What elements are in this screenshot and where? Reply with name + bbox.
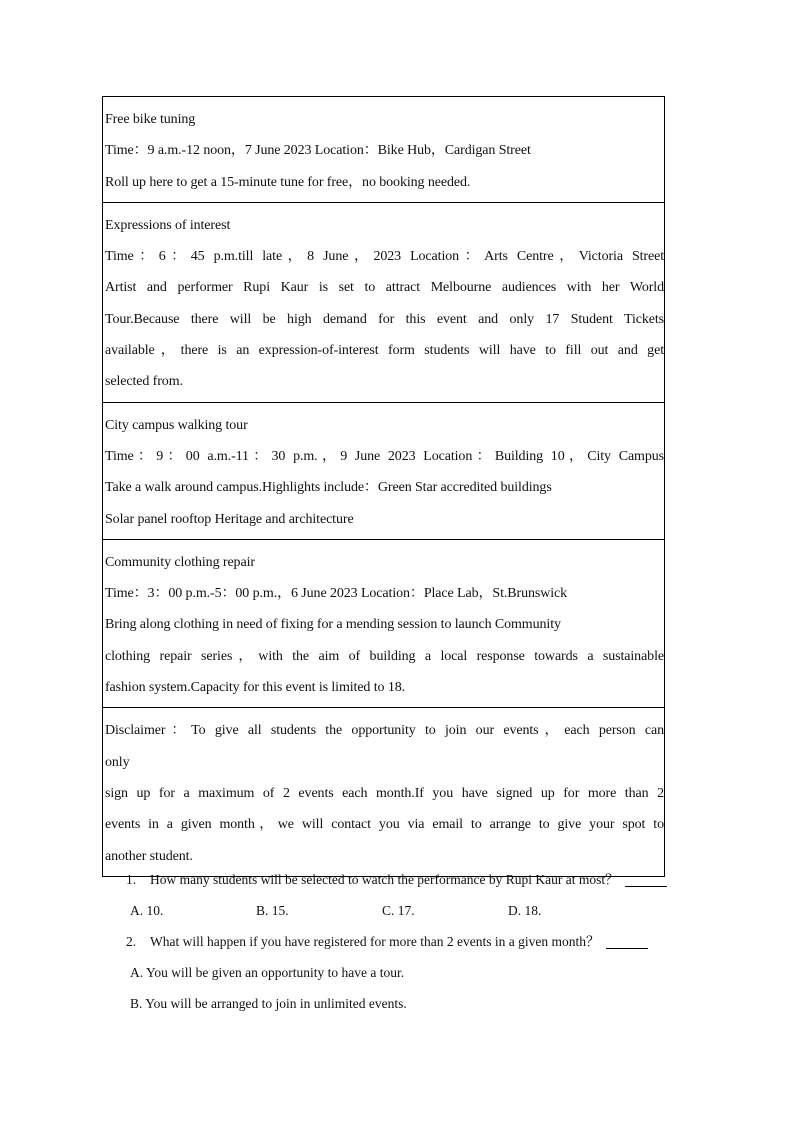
event-community-clothing-repair [103,540,664,708]
event-description: Artist and performer Rupi Kaur is set to attract Melbourne audiences with her World [105,280,664,296]
question-2 [126,926,686,957]
question-2-option-b [126,988,686,1019]
disclaimer-text: only [105,754,130,770]
question-1-options [126,895,686,926]
disclaimer-text: sign up for a maximum of 2 events each month.If you have signed up for more than 2 [105,785,664,801]
questions-section [126,864,686,1019]
event-description: available，there is an expression-of-interest form students will have to fill out and get [105,343,664,359]
option-b[interactable]: B. 15. [256,903,289,918]
option-a[interactable]: A. You will be given an opportunity to have a tour. [130,965,405,980]
option-b[interactable]: B. You will be arranged to join in unlimited events. [130,996,407,1011]
question-number: 2. [126,934,137,949]
event-city-campus-walking-tour [103,403,664,540]
disclaimer-text: Disclaimer：To give all students the opportunity to join our events，each person can [105,723,664,739]
event-description: Bring along clothing in need of fixing for a mending session to launch Community [105,617,561,633]
event-description: selected from. [105,374,183,390]
event-description: Take a walk around campus.Highlights include：Green Star accredited buildings [105,480,552,496]
event-title: Expressions of interest [105,217,231,233]
answer-blank[interactable] [625,872,667,887]
event-description: clothing repair series，with the aim of building a local response towards a sustainable [105,648,664,664]
event-time-location: Time：9 a.m.-12 noon，7 June 2023 Location：Bike Hub，Cardigan Street [105,143,531,159]
event-title: City campus walking tour [105,417,248,433]
question-text: How many students will be selected to watch the performance by Rupi Kaur at most？ [150,872,619,887]
answer-blank[interactable] [606,934,648,949]
option-c[interactable]: C. 17. [382,903,415,918]
event-description: fashion system.Capacity for this event is limited to 18. [105,680,406,696]
event-description: Solar panel rooftop Heritage and architecture [105,511,354,527]
disclaimer [103,708,664,875]
event-time-location: Time：3：00 p.m.-5：00 p.m.，6 June 2023 Location：Place Lab，St.Brunswick [105,586,568,602]
event-title: Free bike tuning [105,112,196,127]
question-1 [126,864,686,895]
disclaimer-text: another student. [105,848,193,864]
option-d[interactable]: D. 18. [508,903,542,918]
event-description: Tour.Because there will be high demand for this event and only 17 Student Tickets [105,311,664,327]
event-time-location: Time：6：45 p.m.till late，8 June，2023 Location：Arts Centre，Victoria Street [105,249,664,265]
option-a[interactable]: A. 10. [130,903,164,918]
event-expressions-of-interest [103,203,664,403]
question-text: What will happen if you have registered for more than 2 events in a given month？ [150,934,600,949]
question-number: 1. [126,872,137,887]
event-description: Roll up here to get a 15-minute tune for free，no booking needed. [105,174,471,190]
event-time-location: Time：9：00 a.m.-11：30 p.m.，9 June 2023 Location：Building 10，City Campus [105,448,664,464]
events-table [102,96,665,877]
event-title: Community clothing repair [105,554,255,570]
disclaimer-text: events in a given month，we will contact you via email to arrange to give your spot to [105,817,664,833]
event-free-bike-tuning [103,97,664,203]
question-2-option-a [126,957,686,988]
